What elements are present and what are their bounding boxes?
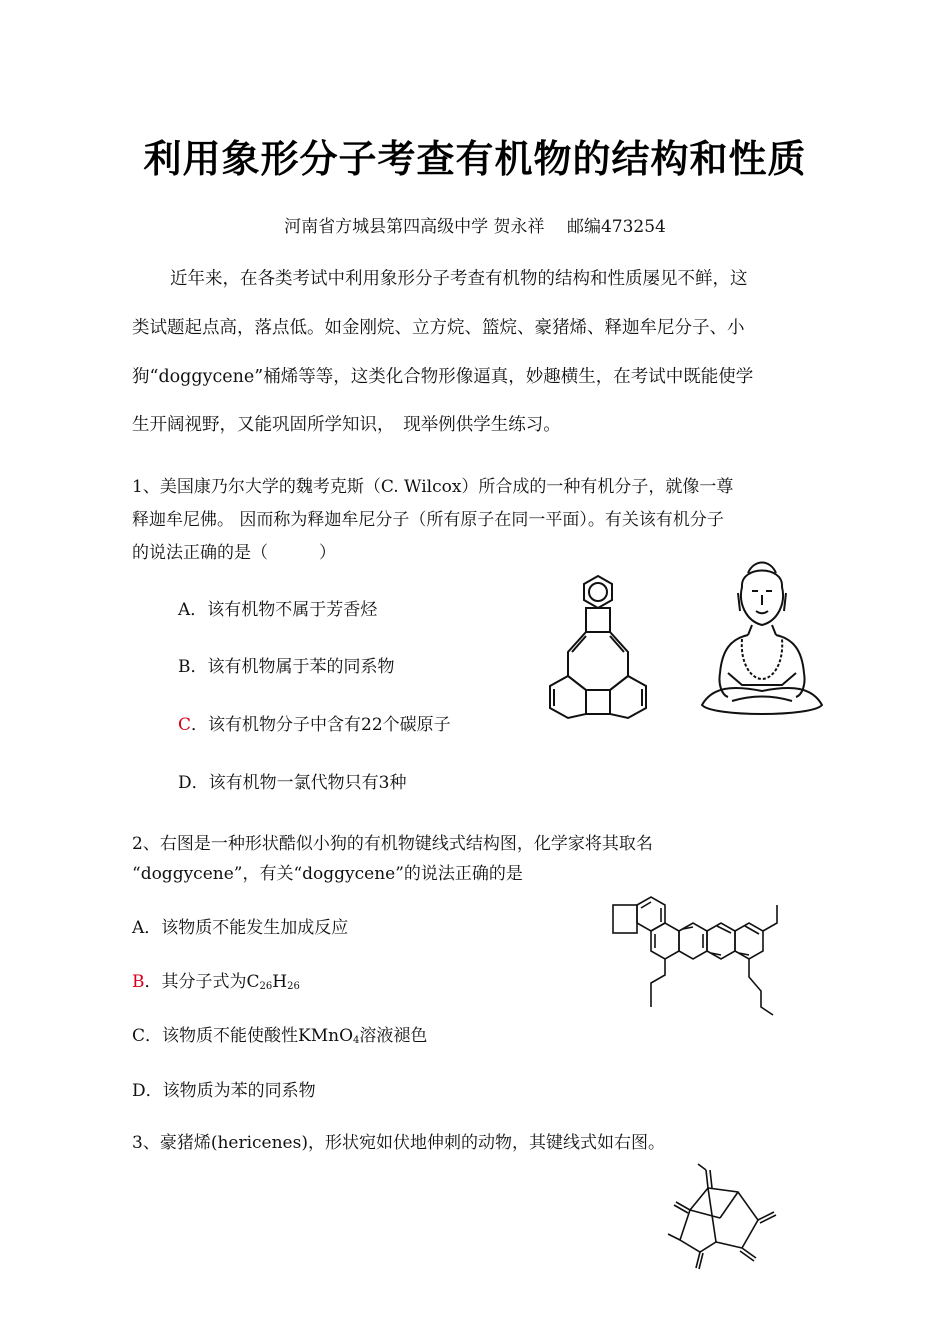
q1-line-1: 1、美国康乃尔大学的魏考克斯（C. Wilcox）所合成的一种有机分子，就像一尊 — [132, 477, 734, 497]
q1-option-c-text: ．该有机物分子中含有22个碳原子 — [191, 715, 451, 735]
intro-line-4: 生开阔视野，又能巩固所学知识， 现举例供学生练习。 — [132, 415, 561, 435]
q2-option-d: D．该物质为苯的同系物 — [132, 1081, 316, 1101]
q1-line-2: 释迦牟尼佛。 因而称为释迦牟尼分子（所有原子在同一平面）。有关该有机分子 — [132, 510, 724, 530]
q2-option-a: A．该物质不能发生加成反应 — [132, 918, 349, 938]
q2-line-1: 2、右图是一种形状酷似小狗的有机物键线式结构图，化学家将其取名 — [132, 834, 653, 854]
intro-line-2: 类试题起点高，落点低。如金刚烷、立方烷、篮烷、豪猪烯、释迦牟尼分子、小 — [132, 318, 745, 338]
q3-line-1: 3、豪猪烯(hericenes)，形状宛如伏地伸刺的动物，其键线式如右图。 — [132, 1133, 665, 1153]
doggycene-molecule-diagram — [605, 895, 780, 1040]
intro-line-1: 近年来，在各类考试中利用象形分子考查有机物的结构和性质屡见不鲜，这 — [170, 269, 748, 289]
buddha-figure-image — [692, 555, 832, 725]
intro-line-3: 狗“doggycene”桶烯等等，这类化合物形像逼真，妙趣横生，在考试中既能使学 — [132, 367, 754, 387]
q2-answer-letter: B — [132, 972, 145, 992]
q2-option-b-text: ．其分子式为C — [144, 972, 260, 992]
q1-option-c — [178, 710, 451, 735]
q1-line-3: 的说法正确的是（ ） — [132, 543, 336, 563]
q2-option-c-post: 溶液褪色 — [359, 1026, 428, 1046]
q2-option-c — [132, 1021, 427, 1046]
q1-answer-letter: C — [178, 715, 192, 735]
q2-option-b-sub-h: 26 — [287, 981, 300, 992]
q2-option-b-sub-c: 26 — [259, 981, 273, 992]
q2-option-c-sub: 4 — [353, 1035, 360, 1046]
q1-option-b: B．该有机物属于苯的同系物 — [178, 657, 395, 677]
page-title: 利用象形分子考查有机物的结构和性质 — [143, 137, 807, 181]
q1-option-a: A．该有机物不属于芳香烃 — [178, 600, 378, 620]
q1-option-d: D．该有机物一氯代物只有3种 — [178, 773, 407, 793]
sakyamuni-molecule-diagram — [540, 568, 680, 733]
q2-option-b — [132, 967, 300, 992]
hericene-molecule-diagram — [660, 1160, 790, 1272]
q2-option-c-text: C．该物质不能使酸性KMnO — [132, 1026, 353, 1046]
author-line: 河南省方城县第四高级中学 贺永祥 邮编473254 — [284, 217, 666, 237]
q2-line-2: “doggycene”，有关“doggycene”的说法正确的是 — [132, 864, 523, 884]
q2-option-b-h: H — [272, 972, 288, 992]
